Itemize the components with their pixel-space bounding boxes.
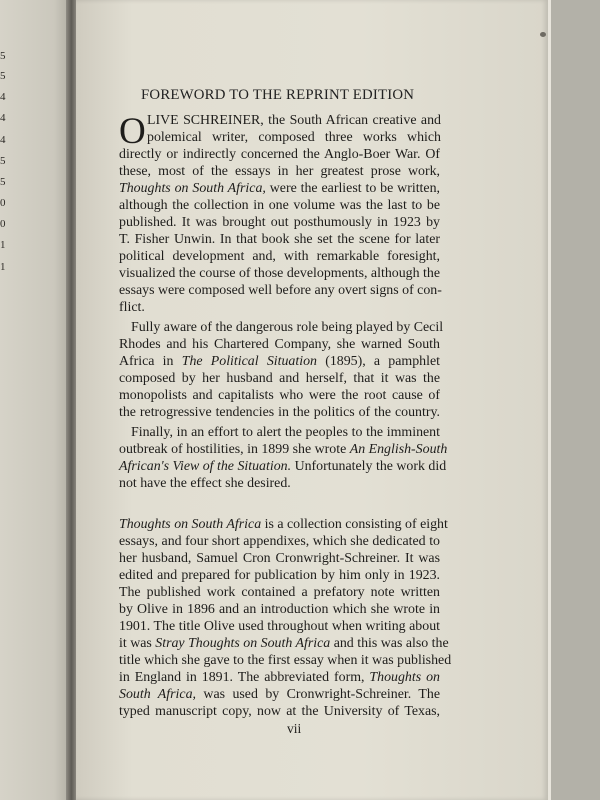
text-line — [119, 353, 440, 370]
left-page-number: 5 — [0, 155, 6, 167]
background — [551, 0, 600, 800]
text-line: although the collection in one volume was the last to be — [119, 198, 440, 213]
text-line: not have the effect she desired. — [119, 476, 291, 491]
text-line: Rhodes and his Chartered Company, she warned South — [119, 337, 440, 352]
text-line: her husband, Samuel Cron Cronwright-Schreiner. It was — [119, 551, 440, 566]
text-span: in England in 1891. The abbreviated form, — [119, 670, 370, 685]
text-line — [119, 180, 440, 197]
text-line: these, most of the essays in her greatest prose work, — [119, 164, 440, 179]
text-line: essays were composed well before any overt signs of con- — [119, 283, 442, 298]
left-page-number: 4 — [0, 112, 6, 124]
text-line: Finally, in an effort to alert the peoples to the imminent — [131, 425, 440, 440]
left-page-number: 4 — [0, 134, 6, 146]
text-line: political development and, with remarkable foresight, — [119, 249, 440, 264]
text-line — [119, 458, 447, 475]
text-line: typed manuscript copy, now at the University of Texas, — [119, 704, 440, 719]
text-line: LIVE SCHREINER, the South African creative and — [147, 113, 441, 128]
text-line: the retrogressive tendencies in the politics of the country. — [119, 405, 440, 420]
text-line: published. It was brought out posthumously in 1923 by — [119, 215, 440, 230]
text-span: Unfortunately the work did — [291, 459, 447, 474]
text-line: monopolists and capitalists who were the root cause of — [119, 388, 440, 403]
text-line — [119, 686, 440, 703]
text-line: title which she gave to the first essay when it was published — [119, 653, 452, 668]
text-span: and this was also the — [330, 636, 449, 651]
book-title: South Africa, — [119, 687, 196, 702]
left-page-number: 1 — [0, 261, 6, 273]
left-page-number: 0 — [0, 218, 6, 230]
left-page-number: 5 — [0, 50, 6, 62]
text-span: is a collection consisting of eight — [261, 517, 448, 532]
book-title: Thoughts on — [369, 670, 440, 685]
text-line: directly or indirectly concerned the Anglo-Boer War. Of — [119, 147, 440, 162]
left-page-number: 4 — [0, 91, 6, 103]
left-page — [0, 0, 72, 800]
text-line: flict. — [119, 300, 145, 315]
text-line: composed by her husband and herself, that it was the — [119, 371, 440, 386]
text-line: polemical writer, composed three works which — [147, 130, 441, 145]
text-span: it was — [119, 636, 156, 651]
page-number: vii — [287, 721, 302, 736]
left-page-number: 1 — [0, 239, 6, 251]
text-line: edited and prepared for publication by him only in 1923. — [119, 568, 440, 583]
book-title: African's View of the Situation. — [119, 459, 292, 474]
text-span: (1895), a pamphlet — [316, 354, 440, 369]
text-span: Africa in — [119, 354, 182, 369]
book-title: Thoughts on South Africa, — [119, 181, 266, 196]
left-page-number: 5 — [0, 176, 6, 188]
text-line: Fully aware of the dangerous role being played by Cecil — [131, 320, 444, 335]
book-title: An English-South — [349, 442, 448, 457]
left-page-number: 5 — [0, 70, 6, 82]
text-line — [119, 669, 440, 686]
book-title: Stray Thoughts on South Africa — [155, 636, 331, 651]
text-line: essays, and four short appendixes, which she dedicated to — [119, 534, 440, 549]
section-heading: FOREWORD TO THE REPRINT EDITION — [141, 87, 415, 103]
left-page-number: 0 — [0, 197, 6, 209]
text-line — [119, 635, 449, 652]
text-span: outbreak of hostilities, in 1899 she wrote — [119, 442, 350, 457]
text-line: 1901. The title Olive used throughout when writing about — [119, 619, 440, 634]
text-span: were the earliest to be written, — [265, 181, 440, 196]
text-line: T. Fisher Unwin. In that book she set the scene for later — [119, 232, 440, 247]
text-span: was used by Cronwright-Schreiner. The — [196, 687, 440, 702]
drop-cap: O — [119, 111, 146, 152]
text-line: visualized the course of those developments, although the — [119, 266, 440, 281]
book-title: Thoughts on South Africa — [119, 517, 262, 532]
text-line: The published work contained a prefatory note written — [119, 585, 440, 600]
dust-speck — [540, 32, 546, 37]
text-line — [119, 516, 448, 533]
text-line — [119, 441, 448, 458]
book-title: The Political Situation — [181, 354, 317, 369]
text-line: by Olive in 1896 and an introduction which she wrote in — [119, 602, 440, 617]
